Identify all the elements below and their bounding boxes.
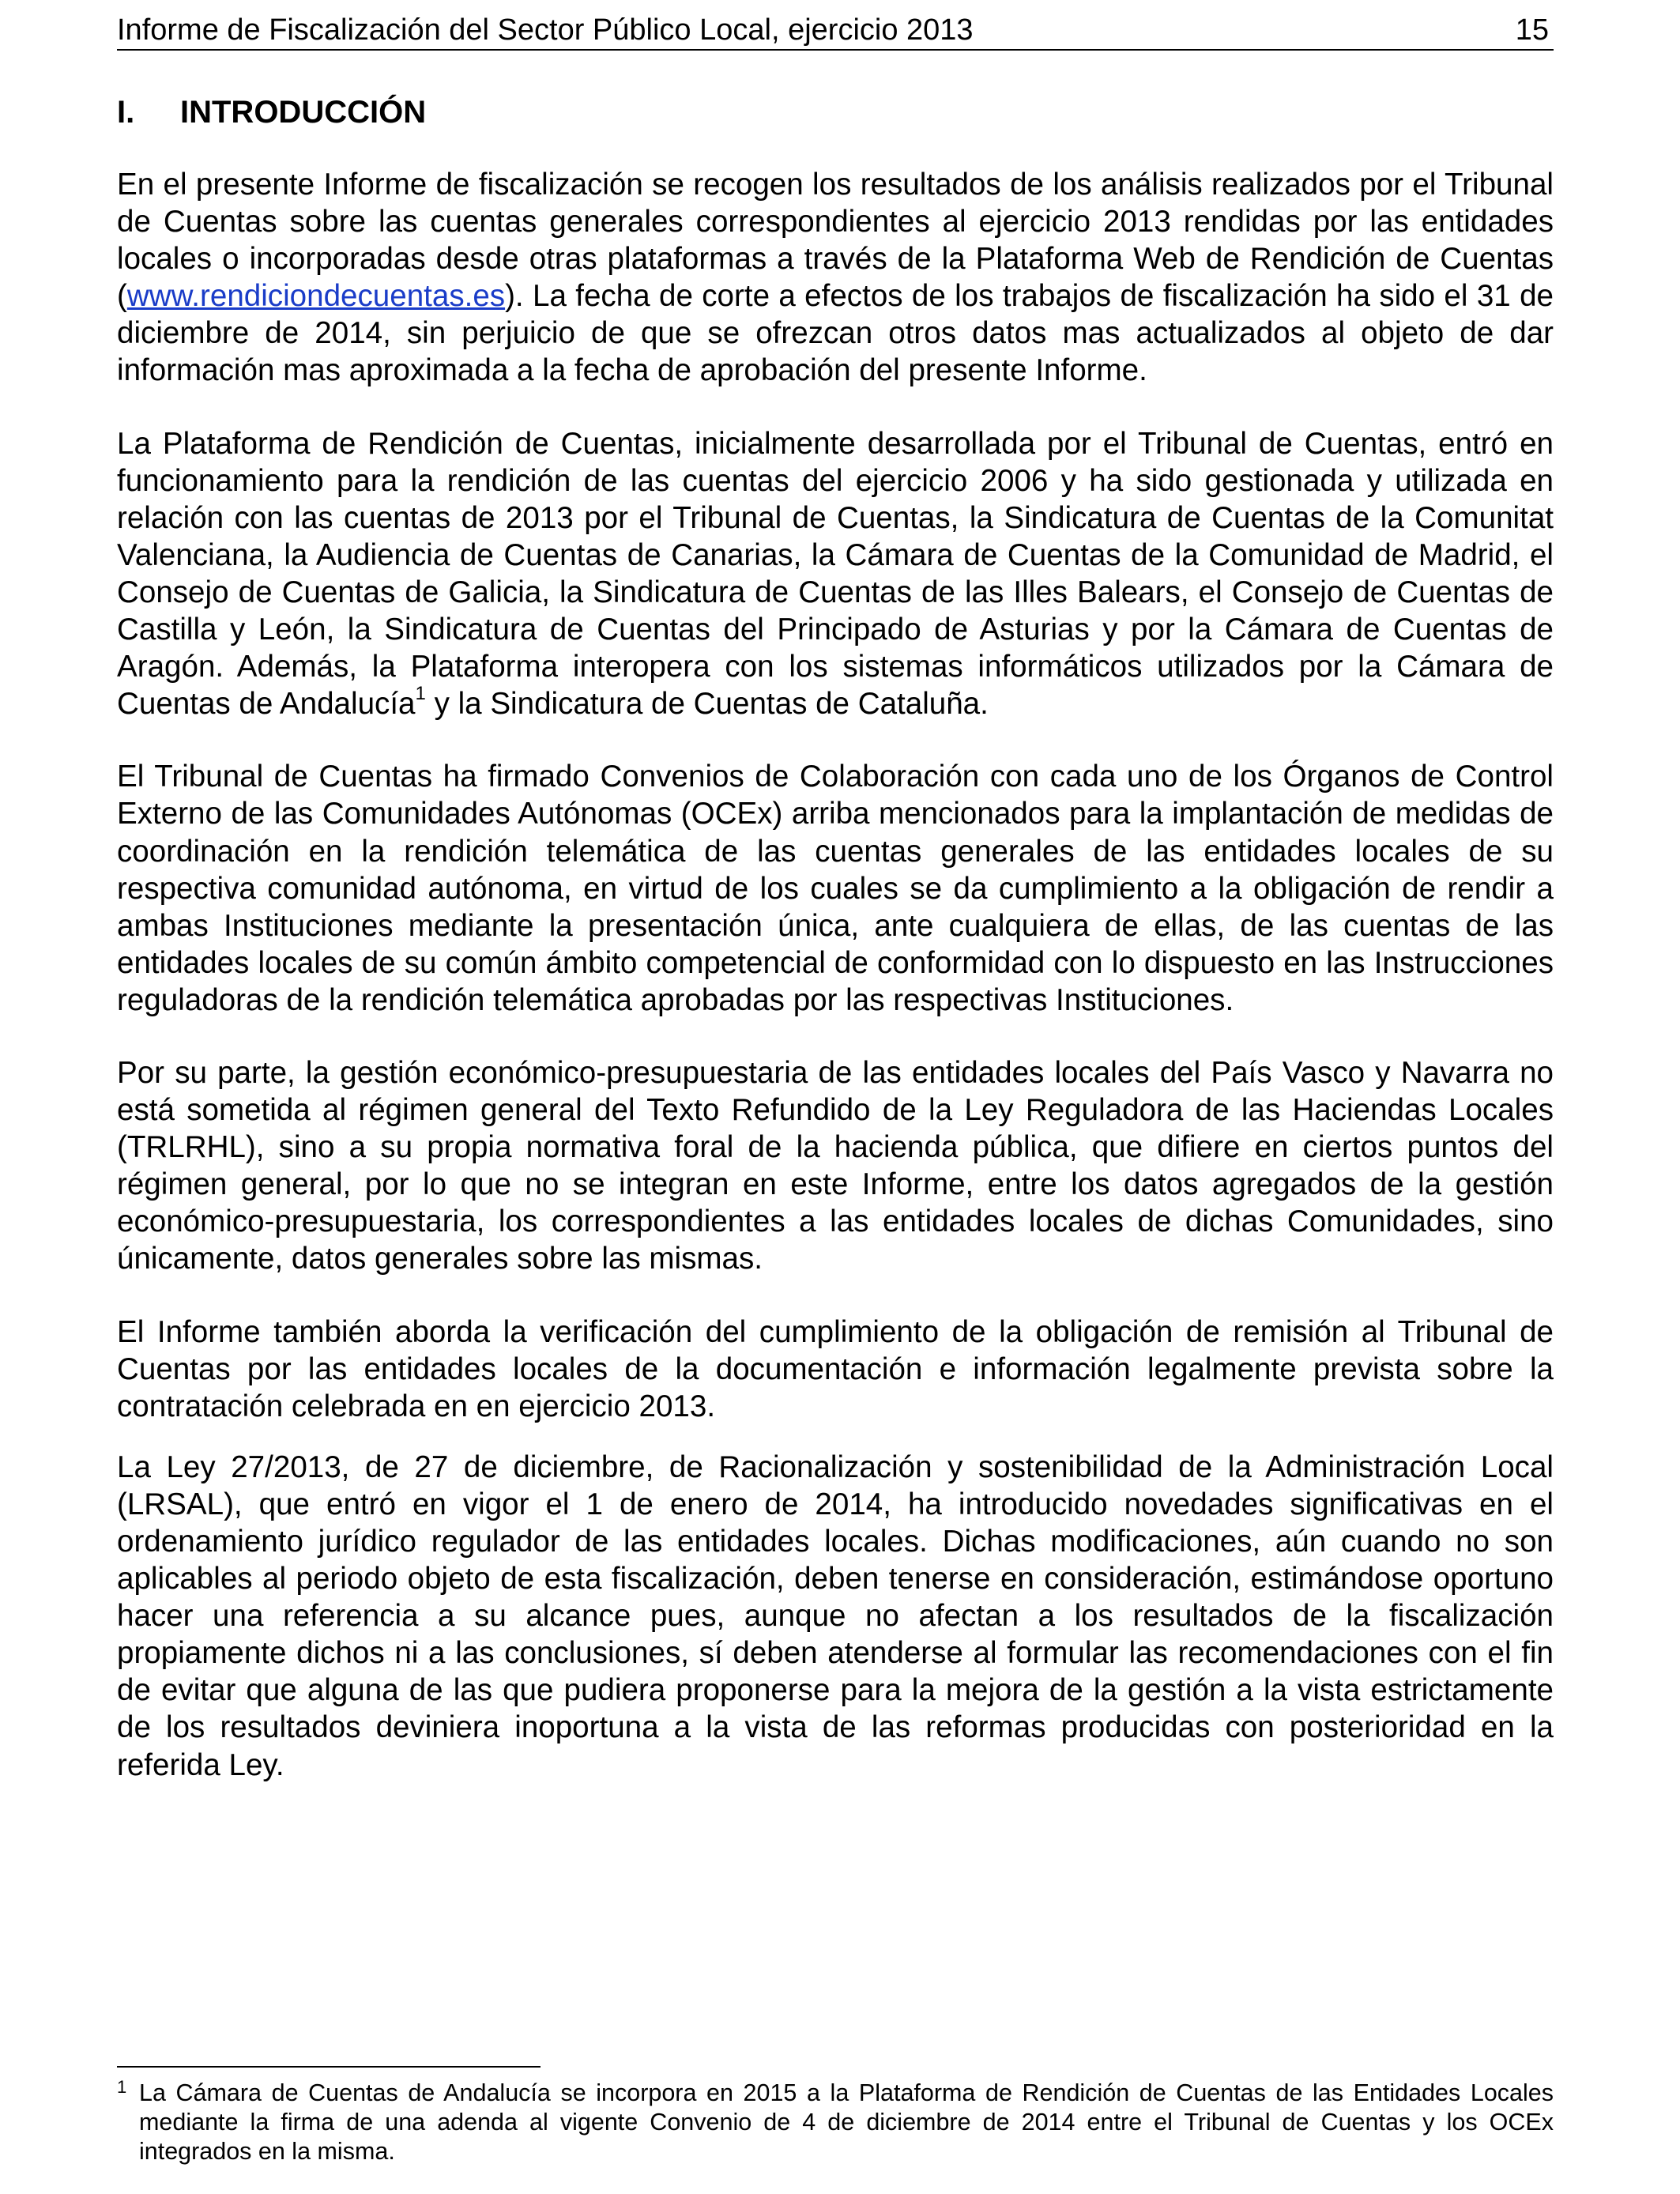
paragraph-2-text-a: La Plataforma de Rendición de Cuentas, inicialmente desarrollada por el Tribunal de Cuentas, entró en funcionamiento para la rendición de las cuentas del ejercicio 2006 y ha sido gestionada y utilizada en relación con las cuentas de 2013 por el Tribunal de Cuentas, la Sindicatura de Cuentas de la Comunitat Valenciana, la Audiencia de Cuentas de Canarias, la Cámara de Cuentas de la Comunidad de Madrid, el Consejo de Cuentas de Galicia, la Sindicatura de Cuentas de las Illes Balears, el Consejo de Cuentas de Castilla y León, la Sindicatura de Cuentas del Principado de Asturias y por la Cámara de Cuentas de Aragón. Además, la Plataforma interopera con los sistemas informáticos utilizados por la Cámara de Cuentas de Andalucía [117, 426, 1554, 722]
header-title: Informe de Fiscalización del Sector Público Local, ejercicio 2013 [117, 13, 974, 47]
paragraph-5: El Informe también aborda la verificación del cumplimiento de la obligación de remisión al Tribunal de Cuentas por las entidades locales de la documentación e información legalmente prevista sobre la contratación celebrada en en ejercicio 2013. [117, 1314, 1554, 1423]
footnote-separator [117, 2066, 541, 2068]
paragraph-2-text-b: y la Sindicatura de Cuentas de Cataluña. [425, 687, 989, 722]
section-title: INTRODUCCIÓN [180, 95, 427, 130]
paragraph-4: Por su parte, la gestión económico-presupuestaria de las entidades locales del País Vasco y Navarra no está sometida al régimen general del Texto Refundido de la Ley Reguladora de las Haciendas Locales (TRLRHL), sino a su propia normativa foral de la hacienda pública, que difiere en ciertos puntos del régimen general, por lo que no se integran en este Informe, entre los datos agregados de la gestión económico-presupuestaria, los correspondientes a las entidades locales de dichas Comunidades, sino únicamente, datos generales sobre las mismas. [117, 1055, 1554, 1276]
rendicion-cuentas-link[interactable]: www.rendiciondecuentas.es [126, 279, 506, 314]
paragraph-1-text-a: En el presente Informe de fiscalización se recogen los resultados de los análisis realizados por el Tribunal de Cuentas sobre las cuentas generales correspondientes al ejercicio 2013 rendidas por las entidades locales o incorporadas desde otras plataformas a través de la Plataforma Web de Rendición de Cuentas ( [117, 168, 1554, 314]
footnote [117, 2079, 1554, 2166]
running-header [117, 11, 1554, 51]
footnote-text: La Cámara de Cuentas de Andalucía se incorpora en 2015 a la Plataforma de Rendición de Cuentas de las Entidades Locales mediante la firma de una adenda al vigente Convenio de 4 de diciembre de 2014 entre el Tribunal de Cuentas y los OCEx integrados en la misma. [139, 2079, 1554, 2165]
section-number: I. [117, 95, 135, 130]
body-text [117, 166, 1554, 1819]
section-heading [117, 92, 426, 133]
document-page [117, 0, 1554, 2194]
page-number: 15 [1515, 13, 1549, 47]
paragraph-6: La Ley 27/2013, de 27 de diciembre, de Racionalización y sostenibilidad de la Administración Local (LRSAL), que entró en vigor el 1 de enero de 2014, ha introducido novedades significativas en el ordenamiento jurídico regulador de las entidades locales. Dichas modificaciones, aún cuando no son aplicables al periodo objeto de esta fiscalización, deben tenerse en consideración, estimándose oportuno hacer una referencia a su alcance pues, aunque no afectan a los resultados de la fiscalización propiamente dichos ni a las conclusiones, sí deben atenderse al formular las recomendaciones con el fin de evitar que alguna de las que pudiera proponerse para la mejora de la gestión a la vista estrictamente de los resultados deviniera inoportuna a la vista de las reformas producidas con posterioridad en la referida Ley. [117, 1449, 1554, 1782]
paragraph-1-text-b: ). La fecha de corte a efectos de los trabajos de fiscalización ha sido el 31 de diciembre de 2014, sin perjuicio de que se ofrezcan otros datos mas actualizados al objeto de dar información mas aproximada a la fecha de aprobación del presente Informe. [117, 279, 1554, 388]
paragraph-2 [117, 425, 1554, 723]
paragraph-3: El Tribunal de Cuentas ha firmado Convenios de Colaboración con cada uno de los Órganos de Control Externo de las Comunidades Autónomas (OCEx) arriba mencionados para la implantación de medidas de coordinación en la rendición telemática de las cuentas generales de las entidades locales de su respectiva comunidad autónoma, en virtud de los cuales se da cumplimiento a la obligación de rendir a ambas Instituciones mediante la presentación única, ante cualquiera de ellas, de las cuentas de las entidades locales de su común ámbito competencial de conformidad con lo dispuesto en las Instrucciones reguladoras de la rendición telemática aprobadas por las respectivas Instituciones. [117, 760, 1554, 1017]
footnote-reference[interactable]: 1 [415, 683, 426, 705]
footnote-mark: 1 [117, 2077, 127, 2097]
paragraph-1 [117, 166, 1554, 390]
